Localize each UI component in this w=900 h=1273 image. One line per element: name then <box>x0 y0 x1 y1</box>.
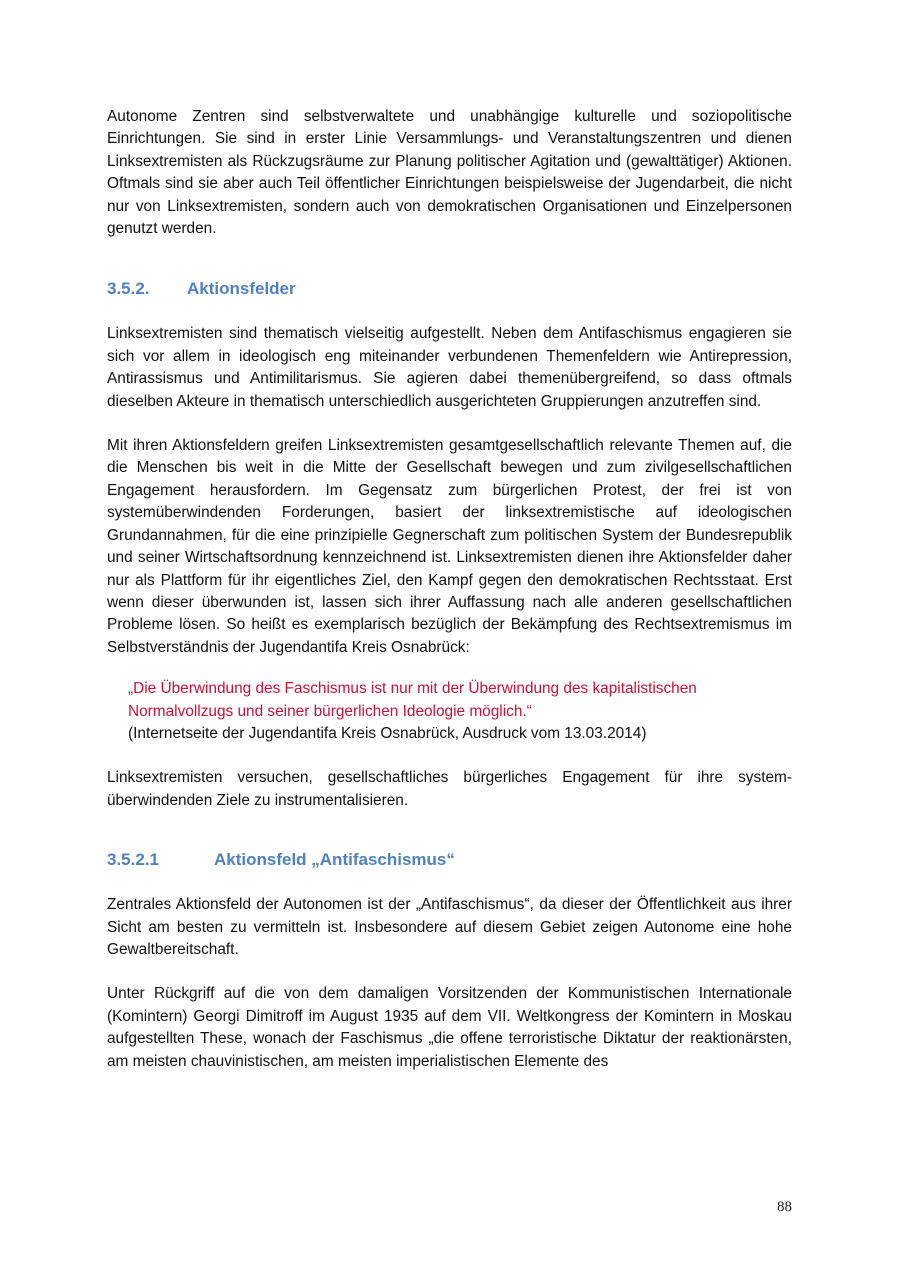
heading-aktionsfelder <box>107 278 792 300</box>
heading-number: 3.5.2.1 <box>107 850 159 870</box>
quote-block <box>128 678 792 745</box>
paragraph-dimitroff: Unter Rückgriff auf die von dem damaligen Vorsitzenden der Kommunistischen Internationale (Komintern) Georgi Dimitroff im August 1935 auf dem VII. Weltkongress der Komintern in Moskau aufgestellten These, wonach der Faschismus „die offene terroristische Diktatur der reaktionärsten, am meisten chauvinistischen, am meisten imperialistischen Elemente des <box>107 985 792 1070</box>
heading-title: Aktionsfeld „Antifaschismus“ <box>214 850 455 870</box>
paragraph-themenfelder: Linksextremisten sind thematisch vielseitig aufgestellt. Neben dem Antifaschismus engagieren sie sich vor allem in ideologisch eng miteinander verbundenen Themenfeldern wie Antirepression, Antirassismus und Antimilitarismus. Sie agieren dabei themenübergreifend, so dass oftmals dieselben Akteure in thematisch unterschiedlich ausgerichteten Gruppierungen anzutreffen sind. <box>107 325 792 410</box>
paragraph-instrumentalisieren: Linksextremisten versuchen, gesellschaftliches bürgerliches Engagement für ihre systemüberwindenden Ziele zu instrumentalisieren. <box>107 769 792 809</box>
heading-title: Aktionsfelder <box>187 279 296 299</box>
document-page <box>107 106 792 1073</box>
heading-antifaschismus <box>107 849 792 871</box>
heading-number: 3.5.2. <box>107 279 150 299</box>
page-number: 88 <box>777 1199 792 1215</box>
quote-text: „Die Überwindung des Faschismus ist nur mit der Überwindung des kapitalistischen Normalvollzugs und seiner bürgerlichen Ideologie möglich.“ <box>128 680 697 720</box>
paragraph-aktionsfelder-detail: Mit ihren Aktionsfeldern greifen Linksextremisten gesamtgesellschaftlich relevante Themen auf, die die Menschen bis weit in die Mitte der Gesellschaft bewegen und zum zivilgesellschaftlichen Engagement herausfordern. Im Gegensatz zum bürgerlichen Protest, der frei ist von systemüberwindenden Forderungen, basiert der linksextremistische auf ideologischen Grundannahmen, für die eine prinzipielle Gegnerschaft zum politischen System der Bundesrepublik und seiner Wirtschaftsordnung kennzeichnend ist. Linksextremisten dienen ihre Aktionsfelder daher nur als Plattform für ihr eigentliches Ziel, den Kampf gegen den demokratischen Rechtsstaat. Erst wenn dieser überwunden ist, lassen sich ihrer Auffassung nach alle anderen gesellschaftlichen Probleme lösen. So heißt es exemplarisch bezüglich der Bekämpfung des Rechtsextremismus im Selbstverständnis der Jugendantifa Kreis Osnabrück: <box>107 437 792 656</box>
quote-source: (Internetseite der Jugendantifa Kreis Osnabrück, Ausdruck vom 13.03.2014) <box>128 724 647 742</box>
paragraph-autonome-zentren: Autonome Zentren sind selbstverwaltete und unabhängige kulturelle und soziopolitische Einrichtungen. Sie sind in erster Linie Versammlungs- und Veranstaltungszentren und dienen Linksextremisten als Rückzugsräume zur Planung politischer Agitation und (gewalttätiger) Aktionen. Oftmals sind sie aber auch Teil öffentlicher Einrichtungen beispielsweise der Jugendarbeit, die nicht nur von Linksextremisten, sondern auch von demokratischen Organisationen und Einzelpersonen genutzt werden. <box>107 108 792 238</box>
paragraph-zentrales-aktionsfeld: Zentrales Aktionsfeld der Autonomen ist der „Antifaschismus“, da dieser der Öffentlichkeit aus ihrer Sicht am besten zu vermitteln ist. Insbesondere auf diesem Gebiet zeigen Autonome eine hohe Gewaltbereitschaft. <box>107 896 792 958</box>
